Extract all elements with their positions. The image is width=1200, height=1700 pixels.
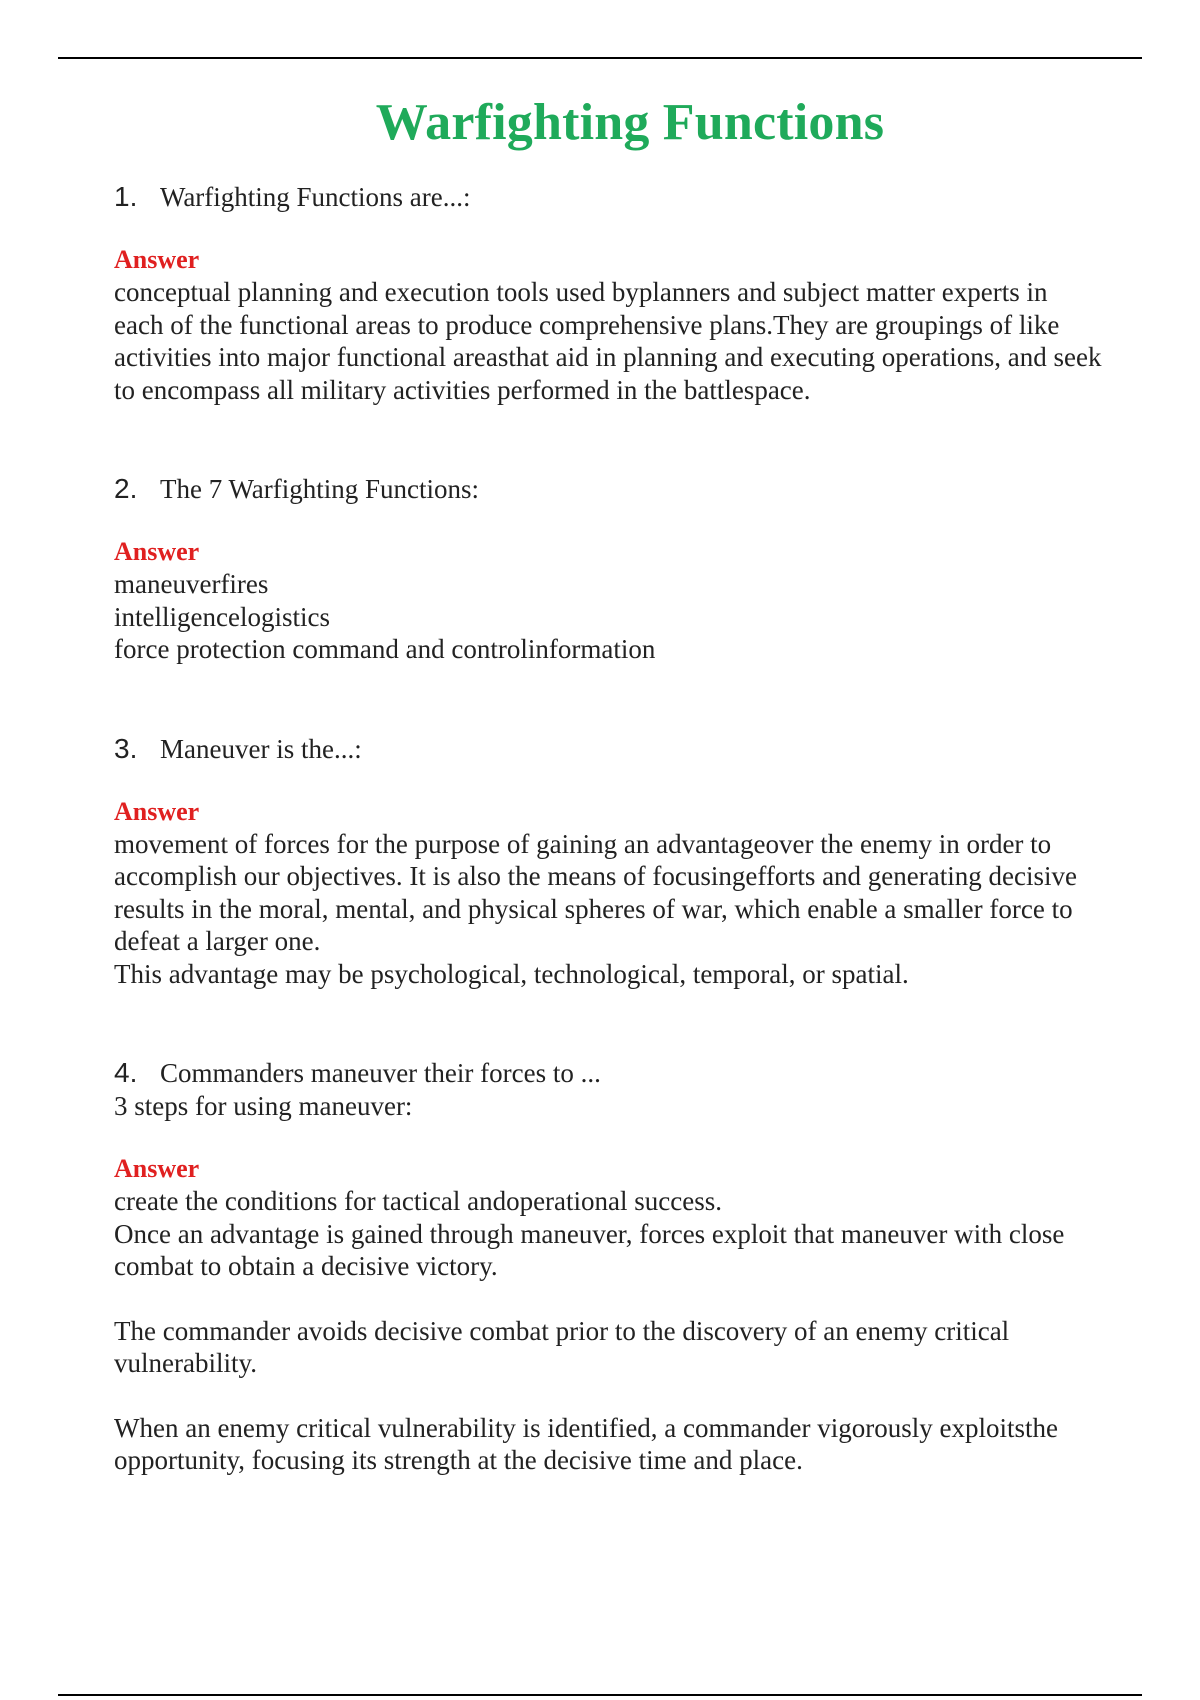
answer-line: activities into major functional areasthat aid in planning and executing operations, and seek [114, 342, 1102, 372]
top-rule [58, 57, 1142, 59]
question-2 [114, 472, 1134, 506]
answer-line: vulnerability. [114, 1348, 257, 1378]
answer-line: The commander avoids decisive combat prior to the discovery of an enemy critical [114, 1315, 1010, 1346]
qa-item-1 [114, 180, 1134, 406]
answer-line: defeat a larger one. [114, 926, 321, 956]
question-number: 1. [114, 181, 138, 212]
answer-label: Answer [114, 1154, 200, 1183]
answer-line: to encompass all military activities performed in the battlespace. [114, 374, 811, 405]
answer-line: This advantage may be psychological, technological, temporal, or spatial. [114, 958, 909, 989]
answer-line: results in the moral, mental, and physical spheres of war, which enable a smaller force to [114, 893, 1073, 924]
question-number: 4. [114, 1057, 138, 1088]
question-4 [114, 1056, 1134, 1090]
answer-line: create the conditions for tactical andoperational success. [114, 1186, 722, 1216]
answer-line: conceptual planning and execution tools used byplanners and subject matter experts in [114, 277, 1048, 307]
qa-list [114, 180, 1134, 1477]
question-text: The 7 Warfighting Functions: [160, 474, 480, 504]
question-text: Warfighting Functions are...: [160, 182, 471, 212]
paragraph-gap [114, 1380, 1134, 1412]
question-3 [114, 732, 1134, 766]
question-text: Commanders maneuver their forces to ... [160, 1058, 601, 1088]
question-1 [114, 180, 1134, 214]
answer-line: movement of forces for the purpose of gaining an advantageover the enemy in order to [114, 828, 1052, 859]
answer-line: combat to obtain a decisive victory. [114, 1251, 498, 1281]
answer-line: opportunity, focusing its strength at the decisive time and place. [114, 1445, 803, 1475]
question-number: 3. [114, 732, 138, 764]
answer-line: Once an advantage is gained through maneuver, forces exploit that maneuver with close [114, 1218, 1065, 1249]
page-title: Warfighting Functions [375, 93, 885, 151]
qa-item-2 [114, 472, 1134, 666]
paragraph-gap [114, 1283, 1134, 1315]
answer-line: intelligencelogistics [114, 601, 330, 632]
answer-line: When an enemy critical vulnerability is identified, a commander vigorously exploitsthe [114, 1412, 1058, 1443]
answer-line: accomplish our objectives. It is also the means of focusingefforts and generating decisive [114, 861, 1077, 891]
question-text: Maneuver is the...: [160, 733, 362, 764]
question-subtext: 3 steps for using maneuver: [114, 1091, 413, 1121]
bottom-rule [58, 1694, 1142, 1696]
answer-label: Answer [114, 796, 200, 826]
answer-line: force protection command and controlinformation [114, 634, 656, 664]
answer-line: maneuverfires [114, 569, 269, 599]
qa-item-3 [114, 732, 1134, 991]
answer-label: Answer [114, 537, 200, 566]
answer-label: Answer [114, 245, 200, 274]
question-number: 2. [114, 473, 138, 504]
qa-item-4 [114, 1056, 1134, 1477]
answer-line: each of the functional areas to produce comprehensive plans.They are groupings of like [114, 309, 1060, 340]
